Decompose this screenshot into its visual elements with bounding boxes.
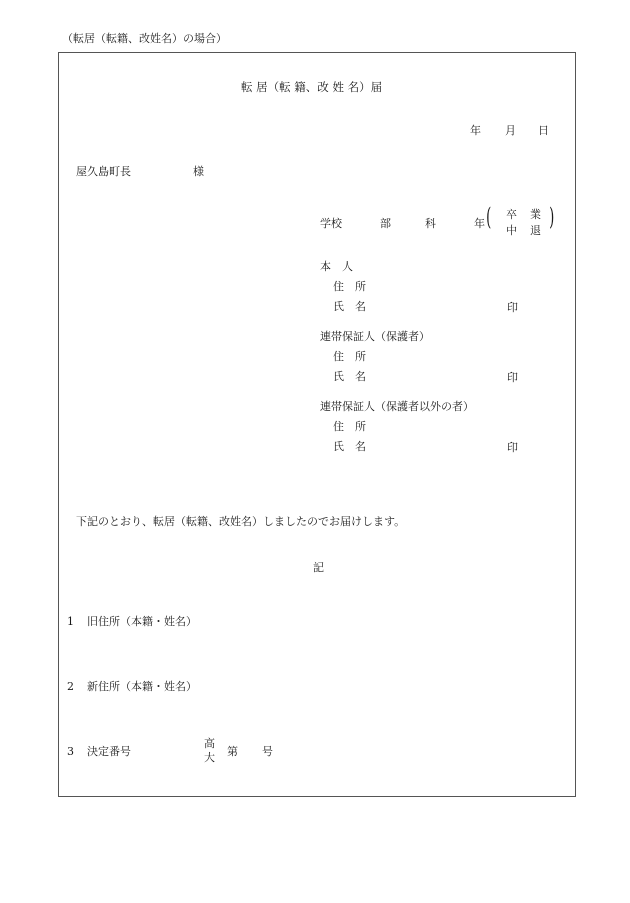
item-3-number: 3 bbox=[67, 745, 74, 758]
item-1-number: 1 bbox=[67, 615, 74, 628]
item-3-label: 決定番号 bbox=[87, 745, 131, 758]
form-title: 転 居（転 籍、改 姓 名）届 bbox=[241, 80, 383, 94]
decision-go: 号 bbox=[262, 745, 273, 758]
department-label: 部 bbox=[380, 217, 391, 230]
guarantor-other-address-label: 住 所 bbox=[333, 420, 366, 433]
date-day: 日 bbox=[538, 124, 549, 137]
date-year: 年 bbox=[470, 124, 481, 137]
status-tai: 退 bbox=[530, 224, 541, 237]
self-seal: 印 bbox=[507, 301, 518, 314]
decision-dai-univ: 大 bbox=[204, 751, 215, 764]
guarantor-other-name-label: 氏 名 bbox=[333, 440, 366, 453]
self-address-label: 住 所 bbox=[333, 280, 366, 293]
status-open-paren: ( bbox=[486, 203, 492, 231]
self-heading: 本 人 bbox=[320, 260, 353, 273]
guarantor-name-label: 氏 名 bbox=[333, 370, 366, 383]
guarantor-address-label: 住 所 bbox=[333, 350, 366, 363]
decision-dai: 第 bbox=[227, 745, 238, 758]
item-1-label: 旧住所（本籍・姓名） bbox=[87, 615, 197, 628]
addressee: 屋久島町長 bbox=[76, 165, 131, 178]
course-label: 科 bbox=[425, 217, 436, 230]
item-2-number: 2 bbox=[67, 680, 74, 693]
ki-mark: 記 bbox=[313, 561, 324, 574]
item-2-label: 新住所（本籍・姓名） bbox=[87, 680, 197, 693]
guarantor-other-heading: 連帯保証人（保護者以外の者） bbox=[320, 400, 474, 413]
guarantor-other-seal: 印 bbox=[507, 441, 518, 454]
guarantor-seal: 印 bbox=[507, 371, 518, 384]
date-month: 月 bbox=[505, 124, 516, 137]
status-gyo: 業 bbox=[530, 208, 541, 221]
year-label: 年 bbox=[474, 217, 485, 230]
honorific: 様 bbox=[193, 165, 204, 178]
status-close-paren: ) bbox=[549, 203, 555, 231]
decision-ko: 高 bbox=[204, 737, 215, 750]
status-chu: 中 bbox=[506, 224, 517, 237]
status-sotsu: 卒 bbox=[506, 208, 517, 221]
school-label: 学校 bbox=[320, 217, 342, 230]
guarantor-heading: 連帯保証人（保護者） bbox=[320, 330, 430, 343]
statement: 下記のとおり、転居（転籍、改姓名）しましたのでお届けします。 bbox=[76, 515, 406, 528]
self-name-label: 氏 名 bbox=[333, 300, 366, 313]
header-note: （転居（転籍、改姓名）の場合） bbox=[62, 32, 227, 45]
